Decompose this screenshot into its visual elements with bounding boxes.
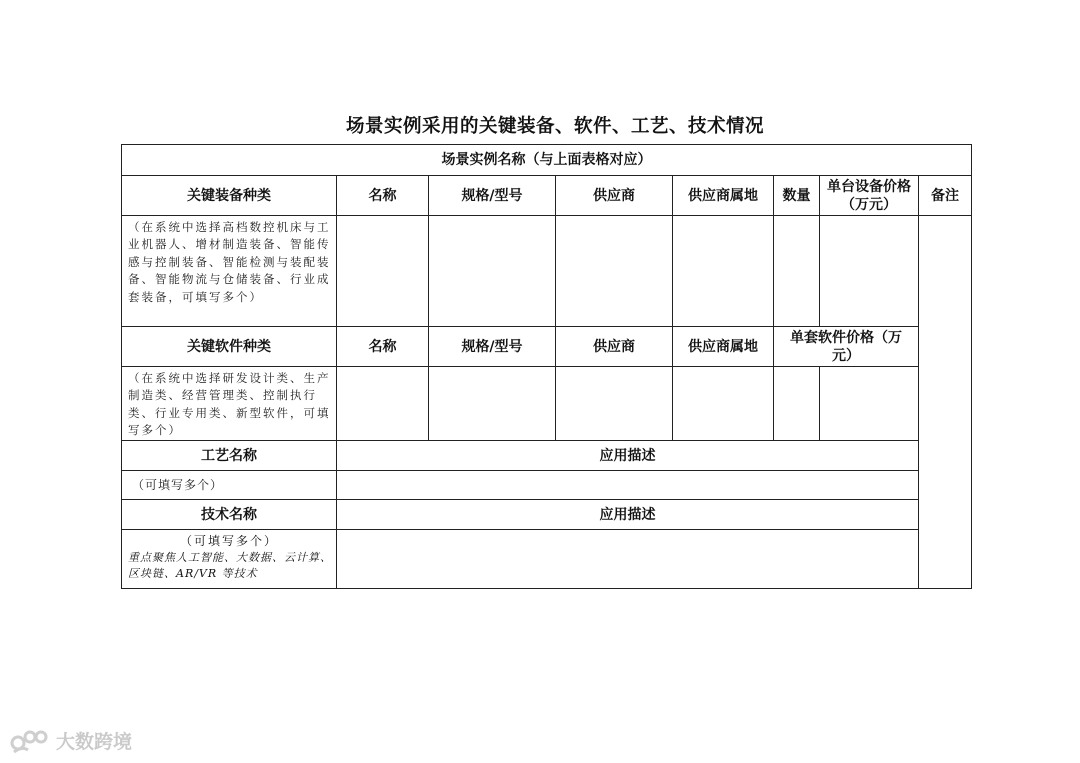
header-name: 名称 [337,176,429,216]
equipment-price-cell[interactable] [820,216,919,327]
software-location-cell[interactable] [673,367,774,441]
watermark-text: 大数跨境 [56,731,133,753]
software-price-cell-a[interactable] [774,367,820,441]
header-remarks: 备注 [919,176,972,216]
process-desc-cell[interactable] [337,471,919,500]
process-desc-label: 应用描述 [337,441,919,471]
software-supplier-cell[interactable] [556,367,673,441]
scene-name-label: 场景实例名称（与上面表格对应） [122,145,972,176]
header-software-location: 供应商属地 [673,327,774,367]
header-equipment-type: 关键装备种类 [122,176,337,216]
software-name-cell[interactable] [337,367,429,441]
equipment-software-table [121,144,972,589]
header-unit-price: 单台设备价格（万元） [820,176,919,216]
header-spec-model: 规格/型号 [429,176,556,216]
watermark [10,727,132,754]
header-supplier: 供应商 [556,176,673,216]
technology-desc-label: 应用描述 [337,500,919,530]
equipment-type-note: （在系统中选择高档数控机床与工业机器人、增材制造装备、智能传感与控制装备、智能检测与装配装备、智能物流与仓储装备、行业成套装备，可填写多个） [122,216,337,327]
technology-desc-cell[interactable] [337,530,919,589]
logo-icon [10,728,50,754]
process-note: （可填写多个） [122,471,337,500]
equipment-quantity-cell[interactable] [774,216,820,327]
equipment-supplier-cell[interactable] [556,216,673,327]
header-software-supplier: 供应商 [556,327,673,367]
technology-note-cell [122,530,337,589]
process-name-label: 工艺名称 [122,441,337,471]
header-software-type: 关键软件种类 [122,327,337,367]
header-software-name: 名称 [337,327,429,367]
equipment-spec-cell[interactable] [429,216,556,327]
header-software-spec: 规格/型号 [429,327,556,367]
page-title: 场景实例采用的关键装备、软件、工艺、技术情况 [345,116,764,137]
equipment-name-cell[interactable] [337,216,429,327]
equipment-location-cell[interactable] [673,216,774,327]
software-type-note: （在系统中选择研发设计类、生产制造类、经营管理类、控制执行类、行业专用类、新型软件，可填写多个） [122,367,337,441]
header-quantity: 数量 [774,176,820,216]
software-price-cell-b[interactable] [820,367,919,441]
technology-note-line1: （可填写多个） [179,534,278,548]
header-software-price: 单套软件价格（万元） [774,327,919,367]
header-supplier-location: 供应商属地 [673,176,774,216]
remarks-cell[interactable] [919,216,972,589]
technology-note-line2: 重点聚焦人工智能、大数据、云计算、区块链、AR/VR 等技术 [128,551,332,580]
technology-name-label: 技术名称 [122,500,337,530]
software-spec-cell[interactable] [429,367,556,441]
